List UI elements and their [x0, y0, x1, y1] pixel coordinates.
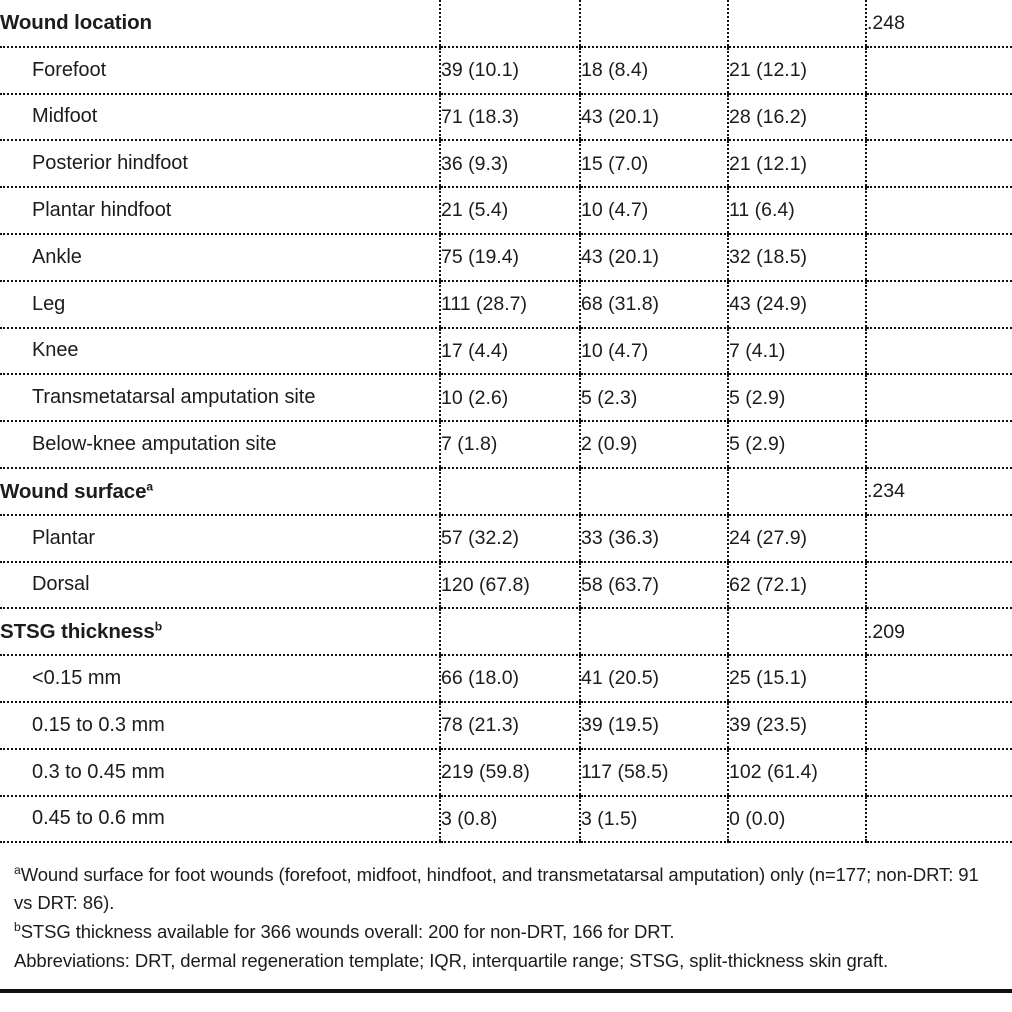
footnote-a-marker: a	[14, 863, 21, 878]
row-value-1: 21 (5.4)	[440, 187, 580, 234]
row-value-2: 43 (20.1)	[580, 94, 728, 141]
row-value-1: 71 (18.3)	[440, 94, 580, 141]
row-value-1: 111 (28.7)	[440, 281, 580, 328]
row-value-3: 32 (18.5)	[728, 234, 866, 281]
footnote-a	[14, 861, 998, 916]
section-header-empty-cell-3	[728, 608, 866, 655]
row-label	[0, 47, 440, 94]
row-value-1: 75 (19.4)	[440, 234, 580, 281]
table-row	[0, 94, 1012, 141]
row-label-text: 0.3 to 0.45 mm	[32, 760, 165, 783]
row-value-3: 39 (23.5)	[728, 702, 866, 749]
abbreviations-note: Abbreviations: DRT, dermal regeneration template; IQR, interquartile range; STSG, split-thickness skin graft.	[14, 950, 889, 972]
row-value-1: 7 (1.8)	[440, 421, 580, 468]
row-label	[0, 140, 440, 187]
row-value-1: 10 (2.6)	[440, 374, 580, 421]
row-p-value-empty	[866, 281, 1012, 328]
row-value-3: 5 (2.9)	[728, 374, 866, 421]
row-value-2: 10 (4.7)	[580, 328, 728, 375]
row-value-2: 43 (20.1)	[580, 234, 728, 281]
row-label-text: Knee	[32, 339, 79, 362]
row-value-1: 39 (10.1)	[440, 47, 580, 94]
row-p-value-empty	[866, 328, 1012, 375]
table-row	[0, 655, 1012, 702]
bottom-divider	[0, 989, 1012, 993]
row-p-value-empty	[866, 702, 1012, 749]
section-header-row	[0, 468, 1012, 515]
table-row	[0, 796, 1012, 843]
row-label-text: Leg	[32, 292, 66, 315]
row-label	[0, 796, 440, 843]
row-label	[0, 562, 440, 609]
section-header-label	[0, 468, 440, 515]
section-header-empty-cell-2	[580, 468, 728, 515]
table-row	[0, 140, 1012, 187]
section-header-empty-cell-3	[728, 468, 866, 515]
row-p-value-empty	[866, 187, 1012, 234]
table-row	[0, 328, 1012, 375]
row-value-2: 10 (4.7)	[580, 187, 728, 234]
table-row	[0, 374, 1012, 421]
section-p-value: .209	[866, 608, 1012, 655]
row-value-1: 3 (0.8)	[440, 796, 580, 843]
row-label	[0, 94, 440, 141]
row-p-value-empty	[866, 47, 1012, 94]
row-value-1: 66 (18.0)	[440, 655, 580, 702]
row-label-text: Posterior hindfoot	[32, 152, 188, 175]
section-header-footnote-marker: a	[146, 479, 154, 494]
section-header-empty-cell-1	[440, 608, 580, 655]
section-header-row	[0, 608, 1012, 655]
row-p-value-empty	[866, 421, 1012, 468]
table-row	[0, 234, 1012, 281]
row-label-text: <0.15 mm	[32, 667, 122, 690]
section-header-empty-cell-1	[440, 468, 580, 515]
row-label-text: Transmetatarsal amputation site	[32, 386, 316, 409]
footnote-b	[14, 918, 998, 945]
section-header-text: STSG thickness	[0, 619, 155, 643]
section-header-footnote-marker: b	[154, 619, 163, 634]
section-header-label	[0, 608, 440, 655]
table-row	[0, 281, 1012, 328]
section-header-row	[0, 0, 1012, 47]
row-value-2: 39 (19.5)	[580, 702, 728, 749]
row-value-3: 28 (16.2)	[728, 94, 866, 141]
row-label-text: Plantar	[32, 526, 96, 549]
row-label	[0, 234, 440, 281]
row-value-2: 41 (20.5)	[580, 655, 728, 702]
row-label	[0, 749, 440, 796]
row-value-2: 18 (8.4)	[580, 47, 728, 94]
table-row	[0, 702, 1012, 749]
section-p-value: .234	[866, 468, 1012, 515]
row-label-text: 0.45 to 0.6 mm	[32, 807, 165, 830]
row-label	[0, 281, 440, 328]
row-value-2: 3 (1.5)	[580, 796, 728, 843]
row-value-3: 24 (27.9)	[728, 515, 866, 562]
section-header-label	[0, 0, 440, 47]
row-value-2: 117 (58.5)	[580, 749, 728, 796]
row-value-3: 5 (2.9)	[728, 421, 866, 468]
table-row	[0, 562, 1012, 609]
row-label-text: 0.15 to 0.3 mm	[32, 713, 165, 736]
row-label-text: Below-knee amputation site	[32, 433, 277, 456]
row-value-3: 25 (15.1)	[728, 655, 866, 702]
section-p-value: .248	[866, 0, 1012, 47]
footnote-b-text: STSG thickness available for 366 wounds overall: 200 for non-DRT, 166 for DRT.	[20, 921, 675, 943]
row-value-2: 58 (63.7)	[580, 562, 728, 609]
footnotes-block	[0, 843, 1012, 975]
section-header-empty-cell-1	[440, 0, 580, 47]
row-value-2: 5 (2.3)	[580, 374, 728, 421]
table-row	[0, 47, 1012, 94]
row-label	[0, 328, 440, 375]
row-value-2: 33 (36.3)	[580, 515, 728, 562]
section-header-empty-cell-3	[728, 0, 866, 47]
section-header-empty-cell-2	[580, 608, 728, 655]
table-row	[0, 749, 1012, 796]
row-label	[0, 655, 440, 702]
row-label-text: Dorsal	[32, 573, 90, 596]
row-label	[0, 374, 440, 421]
row-value-1: 78 (21.3)	[440, 702, 580, 749]
row-p-value-empty	[866, 562, 1012, 609]
row-value-3: 21 (12.1)	[728, 140, 866, 187]
row-label	[0, 421, 440, 468]
row-value-1: 36 (9.3)	[440, 140, 580, 187]
row-p-value-empty	[866, 234, 1012, 281]
row-value-3: 0 (0.0)	[728, 796, 866, 843]
section-header-text: Wound location	[0, 11, 152, 35]
row-value-3: 11 (6.4)	[728, 187, 866, 234]
row-label-text: Forefoot	[32, 58, 107, 81]
section-header-empty-cell-2	[580, 0, 728, 47]
row-p-value-empty	[866, 140, 1012, 187]
footnote-a-text: Wound surface for foot wounds (forefoot, midfoot, hindfoot, and transmetatarsal amputation) only (n=177; non-DRT: 91 vs DRT: 86).	[14, 864, 979, 913]
row-p-value-empty	[866, 655, 1012, 702]
row-value-1: 17 (4.4)	[440, 328, 580, 375]
row-p-value-empty	[866, 796, 1012, 843]
row-label	[0, 702, 440, 749]
row-label	[0, 187, 440, 234]
table-row	[0, 187, 1012, 234]
table-row	[0, 421, 1012, 468]
row-value-1: 57 (32.2)	[440, 515, 580, 562]
row-value-2: 68 (31.8)	[580, 281, 728, 328]
row-value-1: 120 (67.8)	[440, 562, 580, 609]
section-header-text: Wound surface	[0, 479, 147, 503]
row-value-3: 7 (4.1)	[728, 328, 866, 375]
row-label-text: Midfoot	[32, 105, 98, 128]
row-value-3: 43 (24.9)	[728, 281, 866, 328]
row-label-text: Plantar hindfoot	[32, 199, 172, 222]
row-value-3: 62 (72.1)	[728, 562, 866, 609]
row-value-2: 2 (0.9)	[580, 421, 728, 468]
row-value-3: 21 (12.1)	[728, 47, 866, 94]
row-label-text: Ankle	[32, 245, 82, 268]
row-p-value-empty	[866, 374, 1012, 421]
row-p-value-empty	[866, 749, 1012, 796]
footnote-b-marker: b	[14, 919, 21, 934]
table-row	[0, 515, 1012, 562]
row-value-2: 15 (7.0)	[580, 140, 728, 187]
row-p-value-empty	[866, 94, 1012, 141]
row-label	[0, 515, 440, 562]
row-value-3: 102 (61.4)	[728, 749, 866, 796]
row-value-1: 219 (59.8)	[440, 749, 580, 796]
row-p-value-empty	[866, 515, 1012, 562]
